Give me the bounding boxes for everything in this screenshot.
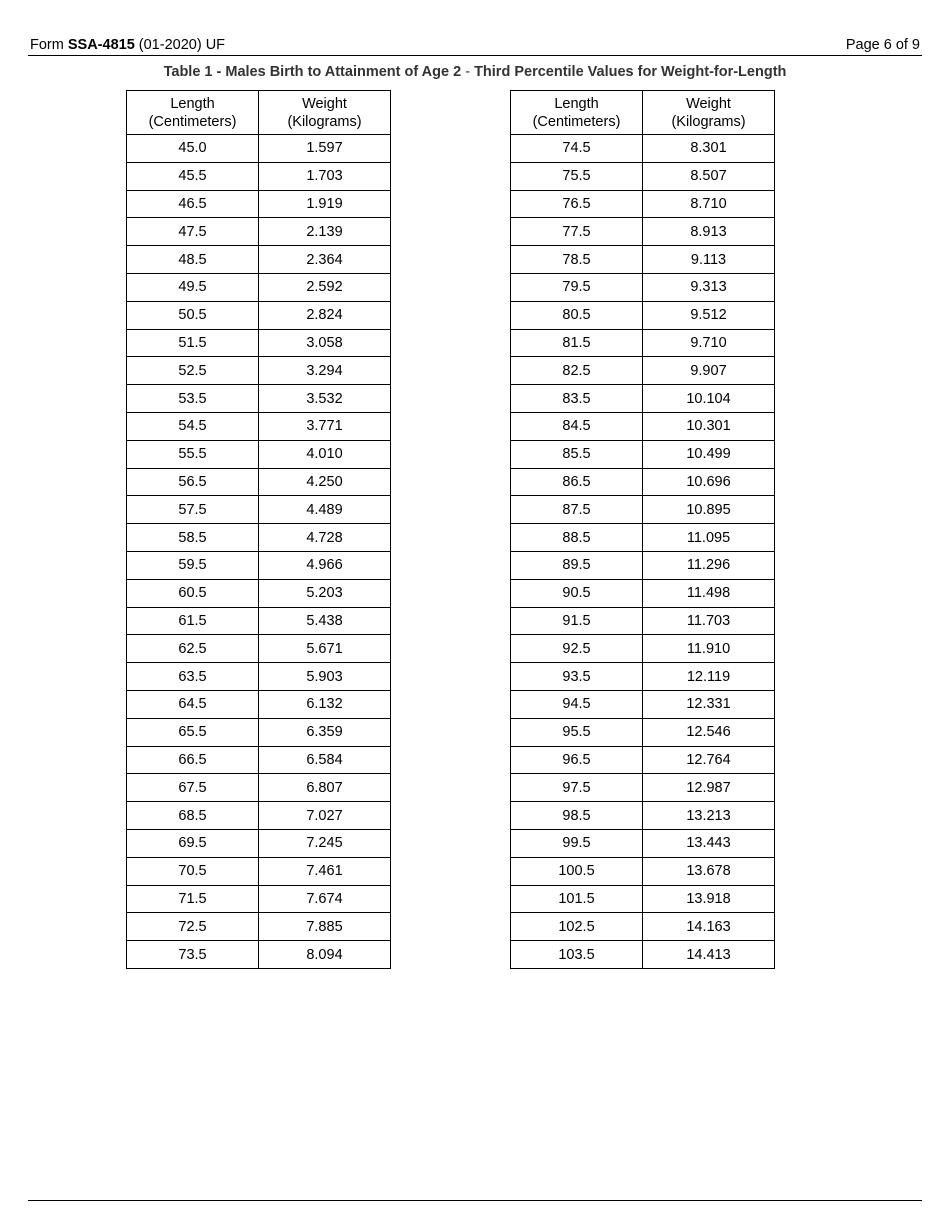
weight-cell: 11.095 xyxy=(643,524,775,552)
weight-cell: 12.987 xyxy=(643,774,775,802)
weight-cell: 13.918 xyxy=(643,885,775,913)
table-row xyxy=(127,218,391,246)
length-cell: 101.5 xyxy=(511,885,643,913)
table-row xyxy=(127,412,391,440)
weight-cell: 4.250 xyxy=(259,468,391,496)
table-title xyxy=(0,63,950,81)
weight-cell: 5.903 xyxy=(259,663,391,691)
form-suffix: (01-2020) UF xyxy=(134,37,226,53)
length-cell: 98.5 xyxy=(511,802,643,830)
length-cell: 62.5 xyxy=(127,635,259,663)
length-cell: 50.5 xyxy=(127,301,259,329)
weight-cell: 7.461 xyxy=(259,857,391,885)
table-row xyxy=(511,885,775,913)
table-row xyxy=(511,746,775,774)
length-cell: 86.5 xyxy=(511,468,643,496)
table-row xyxy=(511,607,775,635)
length-cell: 54.5 xyxy=(127,412,259,440)
table-row xyxy=(127,385,391,413)
table-row xyxy=(511,524,775,552)
table-row xyxy=(511,802,775,830)
table-row xyxy=(511,690,775,718)
length-cell: 46.5 xyxy=(127,190,259,218)
weight-cell: 3.294 xyxy=(259,357,391,385)
table-row xyxy=(511,663,775,691)
length-cell: 45.5 xyxy=(127,162,259,190)
length-cell: 56.5 xyxy=(127,468,259,496)
weight-cell: 6.584 xyxy=(259,746,391,774)
length-cell: 102.5 xyxy=(511,913,643,941)
weight-cell: 8.913 xyxy=(643,218,775,246)
table-row xyxy=(127,135,391,163)
table-row xyxy=(127,579,391,607)
weight-cell: 4.966 xyxy=(259,551,391,579)
length-cell: 92.5 xyxy=(511,635,643,663)
length-cell: 60.5 xyxy=(127,579,259,607)
weight-cell: 5.438 xyxy=(259,607,391,635)
table-row xyxy=(511,718,775,746)
table-row xyxy=(511,829,775,857)
table-row xyxy=(127,301,391,329)
page-number: Page 6 of 9 xyxy=(845,37,920,53)
table-row xyxy=(127,440,391,468)
table-row xyxy=(127,635,391,663)
weight-cell: 8.094 xyxy=(259,941,391,969)
weight-cell: 4.728 xyxy=(259,524,391,552)
weight-length-table-left xyxy=(126,90,391,969)
length-cell: 91.5 xyxy=(511,607,643,635)
table-row xyxy=(511,496,775,524)
table-row xyxy=(127,774,391,802)
length-cell: 93.5 xyxy=(511,663,643,691)
header-divider xyxy=(28,55,922,56)
weight-cell: 7.674 xyxy=(259,885,391,913)
length-cell: 68.5 xyxy=(127,802,259,830)
table-row xyxy=(127,941,391,969)
length-cell: 82.5 xyxy=(511,357,643,385)
table-row xyxy=(511,218,775,246)
length-cell: 79.5 xyxy=(511,273,643,301)
table-row xyxy=(127,273,391,301)
weight-cell: 10.499 xyxy=(643,440,775,468)
length-cell: 58.5 xyxy=(127,524,259,552)
table-title-part1: Table 1 - Males Birth to Attainment of Age 2 xyxy=(163,64,462,80)
weight-cell: 1.703 xyxy=(259,162,391,190)
length-cell: 99.5 xyxy=(511,829,643,857)
table-row xyxy=(127,496,391,524)
weight-cell: 1.597 xyxy=(259,135,391,163)
weight-cell: 11.498 xyxy=(643,579,775,607)
length-cell: 52.5 xyxy=(127,357,259,385)
weight-cell: 10.696 xyxy=(643,468,775,496)
length-header-line1: Length xyxy=(554,95,599,112)
length-cell: 55.5 xyxy=(127,440,259,468)
form-number: SSA-4815 xyxy=(67,37,135,53)
table-row xyxy=(127,524,391,552)
table-row xyxy=(127,718,391,746)
length-cell: 73.5 xyxy=(127,941,259,969)
length-cell: 67.5 xyxy=(127,774,259,802)
weight-cell: 12.764 xyxy=(643,746,775,774)
weight-cell: 9.710 xyxy=(643,329,775,357)
weight-cell: 13.443 xyxy=(643,829,775,857)
table-row xyxy=(127,663,391,691)
form-prefix: Form xyxy=(30,37,68,53)
length-header-line2: (Centimeters) xyxy=(148,113,237,130)
table-row xyxy=(127,857,391,885)
table-row xyxy=(511,301,775,329)
weight-cell: 7.885 xyxy=(259,913,391,941)
weight-cell: 5.671 xyxy=(259,635,391,663)
weight-cell: 12.331 xyxy=(643,690,775,718)
length-cell: 70.5 xyxy=(127,857,259,885)
table-row xyxy=(127,551,391,579)
table-row xyxy=(511,412,775,440)
column-header-weight xyxy=(259,91,391,135)
weight-cell: 7.027 xyxy=(259,802,391,830)
weight-cell: 14.413 xyxy=(643,941,775,969)
length-cell: 77.5 xyxy=(511,218,643,246)
weight-cell: 12.119 xyxy=(643,663,775,691)
table-row xyxy=(511,357,775,385)
length-cell: 45.0 xyxy=(127,135,259,163)
length-cell: 87.5 xyxy=(511,496,643,524)
length-cell: 53.5 xyxy=(127,385,259,413)
length-cell: 80.5 xyxy=(511,301,643,329)
weight-header-line2: (Kilograms) xyxy=(671,113,746,130)
weight-cell: 9.113 xyxy=(643,246,775,274)
table-row xyxy=(511,635,775,663)
table-row xyxy=(127,885,391,913)
weight-cell: 6.359 xyxy=(259,718,391,746)
weight-cell: 10.301 xyxy=(643,412,775,440)
weight-cell: 2.139 xyxy=(259,218,391,246)
form-identifier xyxy=(30,36,225,54)
table-row xyxy=(127,746,391,774)
length-cell: 49.5 xyxy=(127,273,259,301)
column-header-weight xyxy=(643,91,775,135)
length-cell: 88.5 xyxy=(511,524,643,552)
length-cell: 84.5 xyxy=(511,412,643,440)
length-cell: 78.5 xyxy=(511,246,643,274)
weight-cell: 1.919 xyxy=(259,190,391,218)
table-row xyxy=(511,913,775,941)
length-header-line1: Length xyxy=(170,95,215,112)
table-row xyxy=(127,162,391,190)
table-row xyxy=(511,273,775,301)
length-cell: 90.5 xyxy=(511,579,643,607)
weight-cell: 4.010 xyxy=(259,440,391,468)
weight-header-line1: Weight xyxy=(302,95,347,112)
left-table-body xyxy=(127,135,391,969)
length-cell: 103.5 xyxy=(511,941,643,969)
table-row xyxy=(511,857,775,885)
table-title-part2: Third Percentile Values for Weight-for-Length xyxy=(474,64,787,80)
table-row xyxy=(511,579,775,607)
table-row xyxy=(127,607,391,635)
length-cell: 63.5 xyxy=(127,663,259,691)
weight-cell: 6.132 xyxy=(259,690,391,718)
column-header-length xyxy=(511,91,643,135)
weight-cell: 9.512 xyxy=(643,301,775,329)
length-cell: 76.5 xyxy=(511,190,643,218)
weight-cell: 2.824 xyxy=(259,301,391,329)
length-cell: 65.5 xyxy=(127,718,259,746)
table-row xyxy=(511,551,775,579)
weight-cell: 13.213 xyxy=(643,802,775,830)
length-cell: 83.5 xyxy=(511,385,643,413)
table-row xyxy=(127,690,391,718)
length-cell: 71.5 xyxy=(127,885,259,913)
length-cell: 57.5 xyxy=(127,496,259,524)
weight-cell: 7.245 xyxy=(259,829,391,857)
table-row xyxy=(511,190,775,218)
table-title-separator: - xyxy=(461,64,475,80)
column-header-length xyxy=(127,91,259,135)
weight-cell: 2.364 xyxy=(259,246,391,274)
weight-length-table-right xyxy=(510,90,775,969)
footer-divider xyxy=(28,1200,922,1201)
length-cell: 97.5 xyxy=(511,774,643,802)
length-cell: 100.5 xyxy=(511,857,643,885)
length-cell: 51.5 xyxy=(127,329,259,357)
length-cell: 48.5 xyxy=(127,246,259,274)
length-cell: 64.5 xyxy=(127,690,259,718)
table-row xyxy=(511,162,775,190)
table-row xyxy=(511,774,775,802)
length-cell: 89.5 xyxy=(511,551,643,579)
table-row xyxy=(511,329,775,357)
length-cell: 74.5 xyxy=(511,135,643,163)
table-row xyxy=(511,440,775,468)
length-cell: 61.5 xyxy=(127,607,259,635)
weight-cell: 11.703 xyxy=(643,607,775,635)
table-row xyxy=(127,829,391,857)
table-row xyxy=(127,802,391,830)
page-header xyxy=(30,36,920,54)
weight-header-line1: Weight xyxy=(686,95,731,112)
length-cell: 96.5 xyxy=(511,746,643,774)
length-cell: 47.5 xyxy=(127,218,259,246)
weight-cell: 11.910 xyxy=(643,635,775,663)
table-row xyxy=(511,941,775,969)
weight-cell: 6.807 xyxy=(259,774,391,802)
length-cell: 85.5 xyxy=(511,440,643,468)
table-row xyxy=(511,246,775,274)
weight-cell: 3.058 xyxy=(259,329,391,357)
length-cell: 94.5 xyxy=(511,690,643,718)
table-header-row xyxy=(511,91,775,135)
weight-cell: 10.895 xyxy=(643,496,775,524)
table-row xyxy=(511,135,775,163)
length-header-line2: (Centimeters) xyxy=(532,113,621,130)
weight-cell: 10.104 xyxy=(643,385,775,413)
length-cell: 95.5 xyxy=(511,718,643,746)
weight-cell: 8.301 xyxy=(643,135,775,163)
table-row xyxy=(127,913,391,941)
weight-cell: 12.546 xyxy=(643,718,775,746)
length-cell: 66.5 xyxy=(127,746,259,774)
weight-cell: 9.907 xyxy=(643,357,775,385)
length-cell: 69.5 xyxy=(127,829,259,857)
weight-cell: 8.710 xyxy=(643,190,775,218)
length-cell: 81.5 xyxy=(511,329,643,357)
length-cell: 59.5 xyxy=(127,551,259,579)
weight-cell: 4.489 xyxy=(259,496,391,524)
weight-cell: 8.507 xyxy=(643,162,775,190)
weight-cell: 5.203 xyxy=(259,579,391,607)
right-table-body xyxy=(511,135,775,969)
table-row xyxy=(127,357,391,385)
table-row xyxy=(127,468,391,496)
weight-cell: 14.163 xyxy=(643,913,775,941)
weight-cell: 3.532 xyxy=(259,385,391,413)
weight-cell: 9.313 xyxy=(643,273,775,301)
weight-cell: 11.296 xyxy=(643,551,775,579)
weight-cell: 3.771 xyxy=(259,412,391,440)
table-row xyxy=(127,190,391,218)
table-row xyxy=(127,329,391,357)
table-row xyxy=(127,246,391,274)
table-row xyxy=(511,468,775,496)
table-header-row xyxy=(127,91,391,135)
length-cell: 72.5 xyxy=(127,913,259,941)
weight-header-line2: (Kilograms) xyxy=(287,113,362,130)
weight-cell: 2.592 xyxy=(259,273,391,301)
weight-cell: 13.678 xyxy=(643,857,775,885)
table-row xyxy=(511,385,775,413)
length-cell: 75.5 xyxy=(511,162,643,190)
